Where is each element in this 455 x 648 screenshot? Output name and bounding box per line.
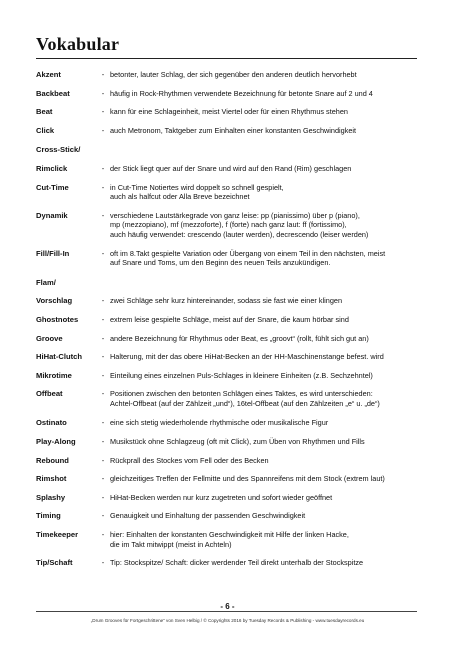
definition-line: zwei Schläge sehr kurz hintereinander, sodass sie fast wie einer klingen	[110, 296, 343, 306]
vocab-term: Ghostnotes	[36, 314, 79, 324]
vocab-term: Timing	[36, 511, 61, 521]
vocab-term: Dynamik	[36, 210, 68, 220]
definition-line: kann für eine Schlageinheit, meist Viertel oder für einen Rhythmus stehen	[110, 107, 348, 117]
vocab-entry	[36, 511, 428, 521]
vocab-dash: -	[101, 530, 105, 540]
vocab-definition	[110, 437, 428, 447]
vocab-term: Beat	[36, 107, 53, 117]
definition-line: der Stick liegt quer auf der Snare und wird auf den Rand (Rim) geschlagen	[110, 163, 352, 173]
vocab-definition	[110, 296, 428, 306]
definition-line: Achtel-Offbeat (auf der Zählzeit „und“), 16tel-Offbeat (auf den Zählzeiten „e“ u. „de“)	[110, 398, 380, 408]
vocab-dash: -	[101, 418, 105, 428]
vocab-term: Rimclick	[36, 163, 68, 173]
vocab-definition	[110, 315, 428, 325]
vocab-definition	[110, 418, 428, 428]
vocab-definition	[110, 211, 428, 240]
vocab-definition	[110, 530, 428, 549]
vocab-dash: -	[101, 296, 105, 306]
vocab-dash: -	[101, 210, 105, 220]
vocab-definition	[110, 107, 428, 117]
definition-line: extrem leise gespielte Schläge, meist auf der Snare, die kaum hörbar sind	[110, 314, 349, 324]
definition-line: in Cut-Time Notiertes wird doppelt so schnell gespielt,	[110, 182, 284, 192]
definition-line: Genauigkeit und Einhaltung der passenden Geschwindigkeit	[110, 511, 306, 521]
footer-rule	[36, 611, 417, 612]
vocab-entry	[36, 352, 428, 362]
definition-line: Musikstück ohne Schlagzeug (oft mit Click), zum Üben von Rhythmen und Fills	[110, 437, 365, 447]
vocab-definition	[110, 474, 428, 484]
vocabulary-list	[36, 70, 428, 577]
definition-line: die im Takt mitwippt (meist in Achteln)	[110, 539, 232, 549]
vocab-dash: -	[101, 474, 105, 484]
vocab-entry	[36, 70, 428, 80]
definition-line: auch häufig verwendet: crescendo (lauter werden), decrescendo (leiser werden)	[110, 229, 369, 239]
definition-line: eine sich stetig wiederholende rhythmische oder musikalische Figur	[110, 418, 329, 428]
vocab-dash: -	[101, 558, 105, 568]
definition-line: auf Snare und Toms, um den Beginn des neuen Teils anzukündigen.	[110, 258, 331, 268]
page-number: - 6 -	[220, 602, 235, 611]
vocab-term: Click	[36, 125, 55, 135]
definition-line: auch Metronom, Taktgeber zum Einhalten einer konstanten Geschwindigkeit	[110, 125, 357, 135]
vocab-definition	[110, 558, 428, 568]
definition-line: gleichzeitiges Treffen der Fellmitte und des Spannreifens mit dem Stock (extrem laut)	[110, 474, 385, 484]
vocab-entry	[36, 371, 428, 381]
vocab-entry	[36, 296, 428, 306]
vocab-term: Splashy	[36, 492, 66, 502]
definition-line: Positionen zwischen den betonten Schlägen eines Taktes, es wird unterschieden:	[110, 389, 373, 399]
vocab-entry	[36, 418, 428, 428]
definition-line: oft im 8.Takt gespielte Variation oder Übergang von einem Teil in den nächsten, meist	[110, 248, 386, 258]
vocab-dash: -	[101, 125, 105, 135]
vocab-dash: -	[101, 352, 105, 362]
vocab-dash: -	[101, 492, 105, 502]
definition-line: Einteilung eines einzelnen Puls-Schlages in kleinere Einheiten (z.B. Sechzehntel)	[110, 370, 373, 380]
vocab-entry	[36, 456, 428, 466]
vocab-dash: -	[101, 314, 105, 324]
vocab-entry	[36, 389, 428, 408]
vocab-dash: -	[101, 333, 105, 343]
vocab-term: Offbeat	[36, 389, 63, 399]
vocab-definition	[110, 456, 428, 466]
vocab-term: Timekeeper	[36, 530, 79, 540]
vocab-definition	[110, 352, 428, 362]
vocab-entry	[36, 334, 428, 344]
vocab-entry	[36, 249, 428, 268]
definition-line: mp (mezzopiano), mf (mezzoforte), f (forte) nach ganz laut: ff (fortissimo),	[110, 220, 347, 230]
vocab-dash: -	[101, 248, 105, 258]
vocab-dash: -	[101, 70, 105, 79]
vocab-term: Mikrotime	[36, 370, 72, 380]
vocab-entry	[36, 107, 428, 117]
definition-line: Halterung, mit der das obere HiHat-Becken an der HH-Maschinenstange befest. wird	[110, 352, 384, 362]
vocab-dash: -	[101, 88, 105, 98]
vocab-dash: -	[101, 437, 105, 447]
vocab-term: Vorschlag	[36, 296, 73, 306]
vocab-term: Rebound	[36, 455, 69, 465]
vocab-entry	[36, 558, 428, 568]
definition-line: HiHat-Becken werden nur kurz zugetreten und sofort wieder geöffnet	[110, 492, 333, 502]
definition-line: Tip: Stockspitze/ Schaft: dicker werdender Teil direkt unterhalb der Stockspitze	[110, 558, 364, 568]
vocab-definition	[110, 183, 428, 202]
vocab-term: Rimshot	[36, 474, 67, 484]
vocab-entry	[36, 437, 428, 447]
definition-line: hier: Einhalten der konstanten Geschwindigkeit mit Hilfe der linken Hacke,	[110, 530, 349, 540]
vocab-entry	[36, 211, 428, 240]
vocab-definition	[110, 70, 428, 80]
vocab-definition	[110, 511, 428, 521]
vocab-term: Fill/Fill-In	[36, 248, 70, 258]
vocab-term: Ostinato	[36, 418, 67, 428]
vocab-term: Groove	[36, 333, 63, 343]
vocab-dash: -	[101, 182, 105, 192]
definition-line: andere Bezeichnung für Rhythmus oder Beat, es „groovt“ (rollt, fühlt sich gut an)	[110, 333, 369, 343]
vocab-entry	[36, 278, 428, 288]
vocab-dash: -	[101, 163, 105, 173]
definition-line: häufig in Rock-Rhythmen verwendete Bezeichnung für betonte Snare auf 2 und 4	[110, 88, 373, 98]
definition-line: verschiedene Lautstärkegrade von ganz leise: pp (pianissimo) über p (piano),	[110, 210, 360, 220]
vocab-entry	[36, 164, 428, 174]
vocab-term: Tip/Schaft	[36, 558, 73, 568]
definition-line: Rückprall des Stockes vom Fell oder des Becken	[110, 455, 269, 465]
vocab-entry	[36, 493, 428, 503]
vocab-term: Cut-Time	[36, 182, 69, 192]
page-title: Vokabular	[36, 34, 120, 54]
vocab-definition	[110, 389, 428, 408]
vocab-definition	[110, 249, 428, 268]
definition-line: auch als halfcut oder Alla Breve bezeichnet	[110, 192, 250, 202]
vocab-entry	[36, 183, 428, 202]
vocab-definition	[110, 164, 428, 174]
definition-line: betonter, lauter Schlag, der sich gegenüber den anderen deutlich hervorhebt	[110, 70, 357, 79]
vocab-dash: -	[101, 107, 105, 117]
vocab-term: Backbeat	[36, 88, 70, 98]
vocab-definition	[110, 493, 428, 503]
vocab-dash: -	[101, 511, 105, 521]
vocab-term: HiHat-Clutch	[36, 352, 82, 362]
vocab-dash: -	[101, 455, 105, 465]
title-rule	[36, 58, 417, 59]
vocab-dash: -	[101, 370, 105, 380]
vocab-term: Cross-Stick/	[36, 145, 81, 155]
vocab-definition	[110, 89, 428, 99]
footer-text: „Drum Grooves für Fortgeschrittene“ von Sven Helbig / © Copyrights 2016 by Tuesday Records & Publishing - www.tuesdayrecords.eu	[90, 618, 365, 623]
vocab-entry	[36, 315, 428, 325]
vocab-entry	[36, 474, 428, 484]
vocab-term: Play-Along	[36, 437, 76, 447]
vocab-entry	[36, 126, 428, 136]
vocab-entry	[36, 530, 428, 549]
vocab-definition	[110, 334, 428, 344]
vocab-definition	[110, 126, 428, 136]
vocab-entry	[36, 89, 428, 99]
vocab-dash: -	[101, 389, 105, 399]
vocab-term: Flam/	[36, 277, 56, 287]
vocab-entry	[36, 145, 428, 155]
vocab-definition	[110, 371, 428, 381]
vocab-term: Akzent	[36, 70, 61, 79]
